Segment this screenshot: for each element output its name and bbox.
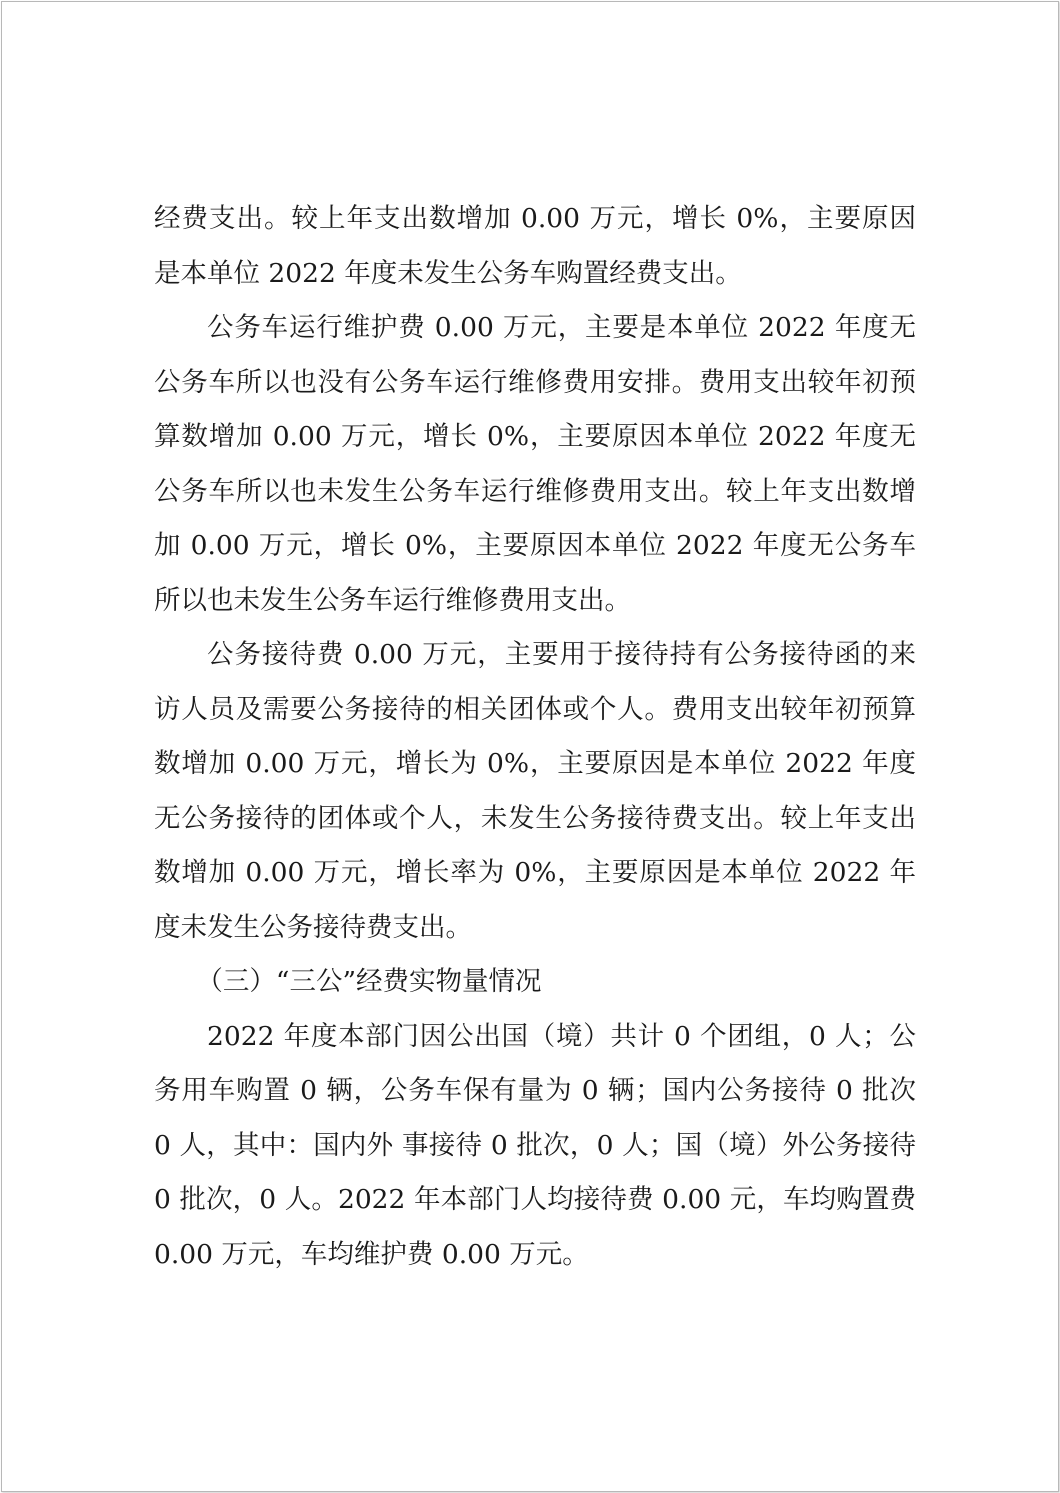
paragraph-vehicle-maintenance: 公务车运行维护费 0.00 万元，主要是本单位 2022 年度无公务车所以也没有公务车运行维修费用安排。费用支出较年初预算数增加 0.00 万元，增长 0%，主要原因本单位 2022 年度无公务车所以也未发生公务车运行维修费用支出。较上年支出数增加 0.00 万元，增长 0%，主要原因本单位 2022 年度无公务车所以也未发生公务车运行维修费用支出。 — [154, 312, 916, 616]
paragraph-vehicle-purchase-continued: 经费支出。较上年支出数增加 0.00 万元，增长 0%，主要原因是本单位 2022 年度未发生公务车购置经费支出。 — [154, 203, 916, 289]
document-body — [154, 192, 916, 1282]
document-page — [1, 1, 1059, 1492]
section-heading-physical-quantity: （三）“三公”经费实物量情况 — [196, 966, 542, 997]
paragraph-reception-expense: 公务接待费 0.00 万元，主要用于接待持有公务接待函的来访人员及需要公务接待的相关团体或个人。费用支出较年初预算数增加 0.00 万元，增长为 0%，主要原因是本单位 2022 年度无公务接待的团体或个人，未发生公务接待费支出。较上年支出数增加 0.00 万元，增长率为 0%，主要原因是本单位 2022 年度未发生公务接待费支出。 — [154, 639, 916, 943]
paragraph-physical-quantity: 2022 年度本部门因公出国（境）共计 0 个团组，0 人；公务用车购置 0 辆，公务车保有量为 0 辆；国内公务接待 0 批次 0 人，其中：国内外 事接待 0 批次，0 人；国（境）外公务接待 0 批次，0 人。2022 年本部门人均接待费 0.00 元，车均购置费 0.00 万元，车均维护费 0.00 万元。 — [154, 1020, 916, 1270]
